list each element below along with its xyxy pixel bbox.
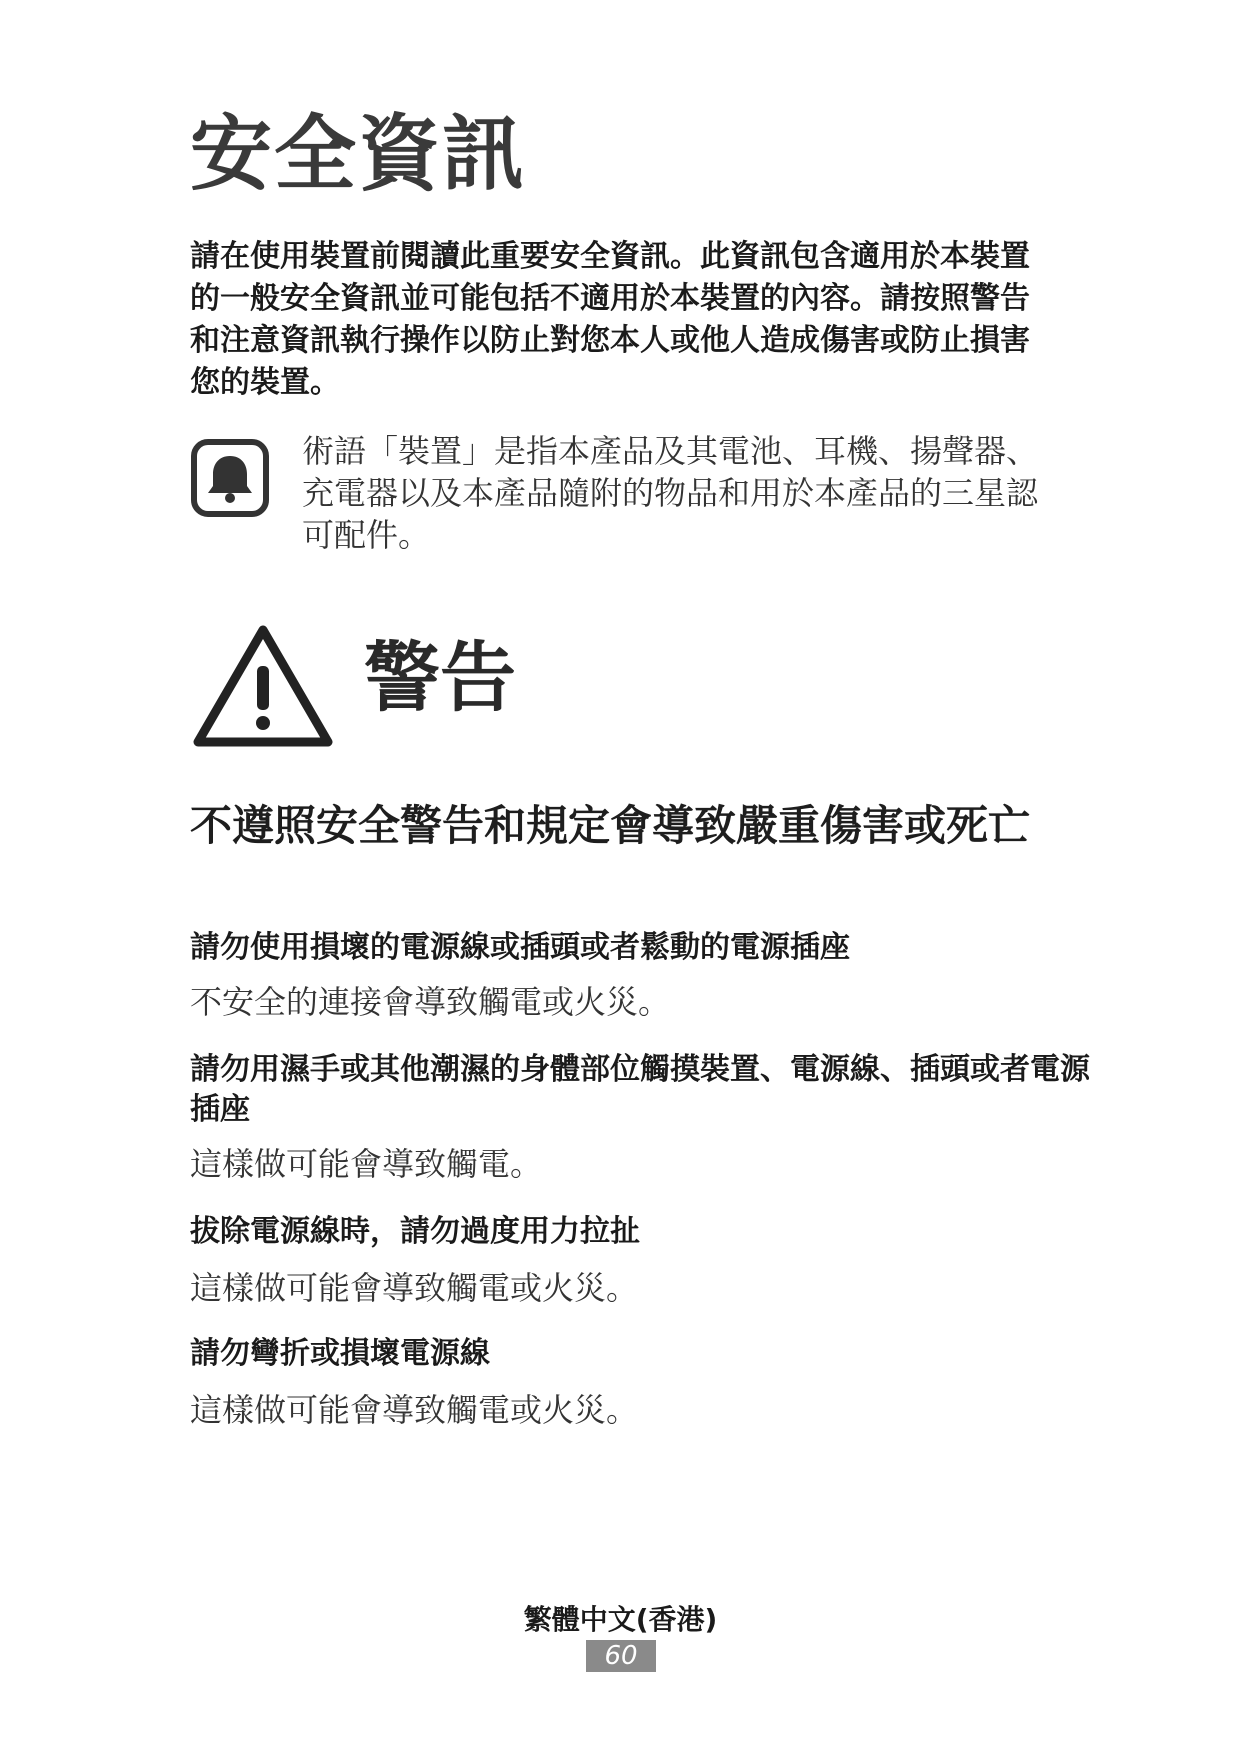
warning-item-body: 這樣做可能會導致觸電或火災。 (190, 1269, 639, 1307)
note-text: 術語「裝置」是指本產品及其電池、耳機、揚聲器、充電器以及本產品隨附的物品和用於本產品的三星認可配件。 (302, 432, 1039, 554)
footer-language: 繁體中文(香港) (523, 1603, 718, 1636)
warning-item-body: 這樣做可能會導致觸電。 (190, 1145, 543, 1183)
warning-item-heading: 請勿彎折或損壞電源線 (190, 1336, 490, 1371)
intro-paragraph: 請在使用裝置前閱讀此重要安全資訊。此資訊包含適用於本裝置的一般安全資訊並可能包括不適用於本裝置的內容。請按照警告和注意資訊執行操作以防止對您本人或他人造成傷害或防止損害您的裝置。 (190, 239, 1030, 400)
warning-triangle-icon (190, 622, 336, 750)
warning-item-body: 這樣做可能會導致觸電或火災。 (190, 1391, 639, 1429)
warning-item-heading: 請勿用濕手或其他潮濕的身體部位觸摸裝置、電源線、插頭或者電源插座 (190, 1052, 1090, 1127)
warning-item-body: 不安全的連接會導致觸電或火災。 (190, 983, 671, 1021)
section-title: 不遵照安全警告和規定會導致嚴重傷害或死亡 (190, 801, 1031, 850)
bell-icon (190, 438, 270, 518)
warning-item-heading: 拔除電源線時，請勿過度用力拉扯 (190, 1214, 640, 1249)
warning-item-heading: 請勿使用損壞的電源線或插頭或者鬆動的電源插座 (190, 930, 850, 965)
page-number: 60 (586, 1640, 656, 1672)
page-title: 安全資訊 (190, 107, 527, 202)
warning-heading: 警告 (364, 633, 516, 722)
